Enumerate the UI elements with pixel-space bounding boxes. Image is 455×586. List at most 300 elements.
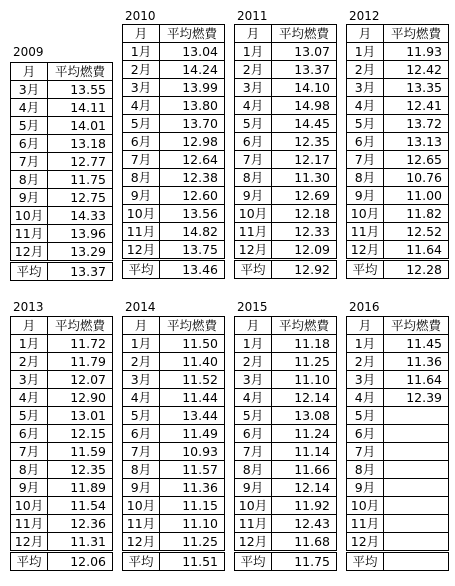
table-row — [347, 461, 449, 479]
table-row — [235, 169, 337, 187]
month-cell: 6月 — [123, 133, 160, 151]
month-cell: 4月 — [11, 389, 48, 407]
average-label: 平均 — [235, 260, 272, 279]
value-cell: 11.18 — [272, 335, 337, 353]
table-row — [347, 335, 449, 353]
table-row — [11, 479, 113, 497]
table-row — [123, 497, 225, 515]
value-header: 平均燃費 — [384, 317, 449, 335]
month-cell: 7月 — [123, 443, 160, 461]
table-row — [347, 97, 449, 115]
table-row — [235, 205, 337, 223]
month-cell: 6月 — [347, 133, 384, 151]
value-cell: 11.92 — [272, 497, 337, 515]
table-row — [235, 371, 337, 389]
table-row — [11, 189, 113, 207]
month-cell: 4月 — [347, 389, 384, 407]
table-row — [11, 497, 113, 515]
table-row — [123, 169, 225, 187]
value-cell: 13.55 — [48, 81, 113, 99]
table-row — [347, 61, 449, 79]
table-row — [235, 353, 337, 371]
table-row — [123, 533, 225, 552]
month-header: 月 — [235, 317, 272, 335]
value-cell: 12.14 — [272, 479, 337, 497]
month-cell: 7月 — [11, 153, 48, 171]
table-row — [235, 43, 337, 61]
table-row — [11, 353, 113, 371]
average-value: 13.46 — [160, 260, 225, 279]
month-cell: 2月 — [347, 61, 384, 79]
table-row — [235, 497, 337, 515]
month-cell: 12月 — [123, 241, 160, 260]
value-cell: 11.66 — [272, 461, 337, 479]
average-row — [235, 260, 337, 279]
month-cell: 9月 — [123, 187, 160, 205]
value-cell: 11.54 — [48, 497, 113, 515]
value-cell: 12.35 — [272, 133, 337, 151]
value-cell: 11.52 — [160, 371, 225, 389]
value-cell: 11.40 — [160, 353, 225, 371]
value-cell: 12.65 — [384, 151, 449, 169]
value-cell: 10.93 — [160, 443, 225, 461]
month-cell: 5月 — [11, 407, 48, 425]
month-cell: 5月 — [347, 115, 384, 133]
value-cell: 13.13 — [384, 133, 449, 151]
value-cell: 12.07 — [48, 371, 113, 389]
month-cell: 8月 — [235, 169, 272, 187]
table-row — [123, 443, 225, 461]
value-header: 平均燃費 — [272, 317, 337, 335]
month-cell: 12月 — [235, 533, 272, 552]
value-cell: 11.68 — [272, 533, 337, 552]
table-row — [235, 461, 337, 479]
average-row — [123, 552, 225, 571]
month-cell: 7月 — [347, 151, 384, 169]
value-cell: 13.29 — [48, 243, 113, 262]
value-cell: 12.18 — [272, 205, 337, 223]
month-cell: 10月 — [11, 497, 48, 515]
average-row — [123, 260, 225, 279]
value-cell: 11.14 — [272, 443, 337, 461]
table-row — [123, 79, 225, 97]
value-cell: 11.72 — [48, 335, 113, 353]
fuel-table — [10, 62, 113, 281]
table-row — [123, 115, 225, 133]
month-cell: 2月 — [235, 353, 272, 371]
month-cell: 4月 — [347, 97, 384, 115]
month-cell: 8月 — [123, 461, 160, 479]
average-value — [384, 552, 449, 571]
month-cell: 2月 — [11, 353, 48, 371]
value-cell: 12.77 — [48, 153, 113, 171]
month-cell: 3月 — [235, 371, 272, 389]
fuel-table — [346, 316, 449, 571]
month-cell: 3月 — [347, 79, 384, 97]
table-row — [235, 187, 337, 205]
value-cell: 12.60 — [160, 187, 225, 205]
table-row — [123, 461, 225, 479]
fuel-table — [122, 24, 225, 279]
month-cell: 1月 — [123, 43, 160, 61]
month-cell: 6月 — [11, 135, 48, 153]
year-label: 2010 — [125, 9, 156, 23]
month-cell: 11月 — [11, 225, 48, 243]
table-row — [123, 61, 225, 79]
average-value: 12.92 — [272, 260, 337, 279]
value-cell — [384, 461, 449, 479]
table-row — [347, 443, 449, 461]
month-cell: 7月 — [347, 443, 384, 461]
average-label: 平均 — [347, 260, 384, 279]
value-cell: 12.41 — [384, 97, 449, 115]
value-cell: 12.14 — [272, 389, 337, 407]
month-cell: 10月 — [347, 497, 384, 515]
average-value: 12.28 — [384, 260, 449, 279]
value-cell: 13.44 — [160, 407, 225, 425]
month-cell: 12月 — [11, 533, 48, 552]
month-cell: 3月 — [11, 81, 48, 99]
month-cell: 10月 — [123, 497, 160, 515]
table-header-row — [11, 63, 113, 81]
month-header: 月 — [347, 25, 384, 43]
value-cell: 11.36 — [384, 353, 449, 371]
value-cell: 11.44 — [160, 389, 225, 407]
table-row — [347, 497, 449, 515]
value-cell: 11.10 — [160, 515, 225, 533]
average-row — [11, 552, 113, 571]
value-header: 平均燃費 — [384, 25, 449, 43]
table-row — [11, 171, 113, 189]
table-row — [347, 389, 449, 407]
value-cell — [384, 425, 449, 443]
average-value: 11.51 — [160, 552, 225, 571]
table-row — [235, 115, 337, 133]
month-cell: 6月 — [235, 425, 272, 443]
value-cell: 12.98 — [160, 133, 225, 151]
average-row — [235, 552, 337, 571]
month-cell: 4月 — [123, 97, 160, 115]
table-row — [347, 371, 449, 389]
table-row — [347, 241, 449, 260]
value-cell: 11.59 — [48, 443, 113, 461]
value-cell: 13.18 — [48, 135, 113, 153]
month-header: 月 — [347, 317, 384, 335]
month-cell: 3月 — [123, 371, 160, 389]
table-row — [123, 205, 225, 223]
table-row — [347, 169, 449, 187]
year-label: 2009 — [13, 45, 44, 59]
month-cell: 4月 — [123, 389, 160, 407]
value-cell: 13.75 — [160, 241, 225, 260]
month-cell: 3月 — [123, 79, 160, 97]
value-cell: 14.01 — [48, 117, 113, 135]
table-row — [123, 187, 225, 205]
month-cell: 11月 — [11, 515, 48, 533]
table-row — [11, 407, 113, 425]
month-cell: 9月 — [347, 479, 384, 497]
month-cell: 12月 — [123, 533, 160, 552]
value-cell: 13.56 — [160, 205, 225, 223]
year-label: 2015 — [237, 300, 268, 314]
table-row — [347, 533, 449, 552]
table-row — [123, 389, 225, 407]
table-row — [123, 223, 225, 241]
table-row — [11, 335, 113, 353]
value-cell: 11.25 — [160, 533, 225, 552]
month-cell: 4月 — [235, 389, 272, 407]
value-header: 平均燃費 — [48, 317, 113, 335]
month-cell: 10月 — [123, 205, 160, 223]
table-row — [347, 515, 449, 533]
value-header: 平均燃費 — [48, 63, 113, 81]
month-cell: 4月 — [235, 97, 272, 115]
month-cell: 5月 — [235, 115, 272, 133]
value-header: 平均燃費 — [160, 25, 225, 43]
table-row — [11, 135, 113, 153]
table-row — [235, 133, 337, 151]
average-label: 平均 — [347, 552, 384, 571]
value-cell: 13.37 — [272, 61, 337, 79]
value-cell: 13.08 — [272, 407, 337, 425]
month-cell: 1月 — [235, 335, 272, 353]
month-cell: 9月 — [123, 479, 160, 497]
month-cell: 2月 — [347, 353, 384, 371]
value-cell: 14.98 — [272, 97, 337, 115]
value-cell: 12.69 — [272, 187, 337, 205]
value-cell: 12.36 — [48, 515, 113, 533]
value-cell: 11.49 — [160, 425, 225, 443]
month-cell: 8月 — [347, 461, 384, 479]
table-row — [235, 389, 337, 407]
value-cell — [384, 407, 449, 425]
table-row — [347, 151, 449, 169]
month-cell: 12月 — [347, 533, 384, 552]
month-cell: 9月 — [235, 187, 272, 205]
month-cell: 11月 — [235, 515, 272, 533]
value-cell: 11.24 — [272, 425, 337, 443]
value-cell: 12.39 — [384, 389, 449, 407]
value-cell: 13.07 — [272, 43, 337, 61]
value-cell: 11.75 — [48, 171, 113, 189]
average-label: 平均 — [123, 552, 160, 571]
average-label: 平均 — [235, 552, 272, 571]
table-header-row — [347, 317, 449, 335]
value-cell: 12.35 — [48, 461, 113, 479]
value-cell: 14.24 — [160, 61, 225, 79]
table-row — [123, 241, 225, 260]
table-row — [235, 97, 337, 115]
table-row — [235, 443, 337, 461]
table-row — [235, 151, 337, 169]
month-cell: 6月 — [11, 425, 48, 443]
value-cell: 10.76 — [384, 169, 449, 187]
month-cell: 8月 — [347, 169, 384, 187]
month-cell: 5月 — [235, 407, 272, 425]
month-cell: 3月 — [347, 371, 384, 389]
table-row — [123, 43, 225, 61]
value-cell: 13.99 — [160, 79, 225, 97]
year-label: 2012 — [349, 9, 380, 23]
table-header-row — [123, 317, 225, 335]
month-cell: 1月 — [123, 335, 160, 353]
value-cell: 11.15 — [160, 497, 225, 515]
table-row — [123, 335, 225, 353]
table-row — [347, 79, 449, 97]
month-cell: 8月 — [235, 461, 272, 479]
table-row — [235, 79, 337, 97]
table-row — [347, 115, 449, 133]
month-cell: 7月 — [11, 443, 48, 461]
month-cell: 8月 — [123, 169, 160, 187]
month-cell: 7月 — [235, 443, 272, 461]
table-row — [11, 117, 113, 135]
year-label: 2014 — [125, 300, 156, 314]
fuel-table — [122, 316, 225, 571]
value-cell: 12.75 — [48, 189, 113, 207]
table-row — [11, 443, 113, 461]
month-cell: 7月 — [235, 151, 272, 169]
value-cell: 13.04 — [160, 43, 225, 61]
table-row — [235, 425, 337, 443]
table-row — [11, 99, 113, 117]
value-cell: 11.10 — [272, 371, 337, 389]
value-cell: 14.82 — [160, 223, 225, 241]
value-cell: 12.17 — [272, 151, 337, 169]
average-label: 平均 — [11, 552, 48, 571]
month-header: 月 — [123, 317, 160, 335]
value-cell: 11.89 — [48, 479, 113, 497]
month-cell: 12月 — [11, 243, 48, 262]
value-cell: 11.36 — [160, 479, 225, 497]
table-header-row — [11, 317, 113, 335]
table-row — [347, 187, 449, 205]
table-row — [235, 407, 337, 425]
month-cell: 11月 — [123, 515, 160, 533]
month-cell: 11月 — [123, 223, 160, 241]
average-value: 12.06 — [48, 552, 113, 571]
table-row — [347, 407, 449, 425]
value-cell — [384, 479, 449, 497]
year-label: 2013 — [13, 300, 44, 314]
average-value: 11.75 — [272, 552, 337, 571]
value-cell: 12.09 — [272, 241, 337, 260]
fuel-table — [234, 24, 337, 279]
month-cell: 6月 — [347, 425, 384, 443]
month-cell: 5月 — [11, 117, 48, 135]
average-row — [347, 260, 449, 279]
value-cell: 14.11 — [48, 99, 113, 117]
value-cell: 11.79 — [48, 353, 113, 371]
value-cell: 12.90 — [48, 389, 113, 407]
value-cell: 11.00 — [384, 187, 449, 205]
table-row — [11, 243, 113, 262]
table-row — [11, 207, 113, 225]
value-cell: 11.25 — [272, 353, 337, 371]
value-cell: 12.42 — [384, 61, 449, 79]
table-row — [347, 425, 449, 443]
table-row — [123, 133, 225, 151]
value-cell: 11.30 — [272, 169, 337, 187]
value-cell: 12.38 — [160, 169, 225, 187]
table-row — [235, 479, 337, 497]
month-cell: 11月 — [235, 223, 272, 241]
table-row — [11, 389, 113, 407]
table-row — [123, 151, 225, 169]
table-row — [235, 223, 337, 241]
month-header: 月 — [11, 63, 48, 81]
month-cell: 1月 — [11, 335, 48, 353]
table-row — [11, 371, 113, 389]
value-cell — [384, 533, 449, 552]
value-cell: 11.31 — [48, 533, 113, 552]
month-cell: 3月 — [11, 371, 48, 389]
value-cell: 12.43 — [272, 515, 337, 533]
month-cell: 11月 — [347, 515, 384, 533]
month-cell: 3月 — [235, 79, 272, 97]
table-row — [235, 61, 337, 79]
month-cell: 2月 — [123, 353, 160, 371]
month-cell: 6月 — [235, 133, 272, 151]
table-row — [11, 515, 113, 533]
month-cell: 10月 — [11, 207, 48, 225]
month-cell: 4月 — [11, 99, 48, 117]
table-header-row — [123, 25, 225, 43]
table-row — [11, 425, 113, 443]
value-cell: 11.82 — [384, 205, 449, 223]
value-cell: 14.45 — [272, 115, 337, 133]
month-cell: 8月 — [11, 171, 48, 189]
table-header-row — [235, 317, 337, 335]
month-cell: 1月 — [347, 335, 384, 353]
month-cell: 9月 — [11, 479, 48, 497]
value-cell: 11.64 — [384, 371, 449, 389]
table-row — [347, 205, 449, 223]
table-row — [123, 479, 225, 497]
month-header: 月 — [11, 317, 48, 335]
table-row — [11, 225, 113, 243]
year-label: 2016 — [349, 300, 380, 314]
table-row — [123, 425, 225, 443]
month-header: 月 — [235, 25, 272, 43]
table-row — [123, 515, 225, 533]
month-cell: 7月 — [123, 151, 160, 169]
average-label: 平均 — [123, 260, 160, 279]
month-cell: 2月 — [235, 61, 272, 79]
table-row — [123, 371, 225, 389]
value-cell: 11.93 — [384, 43, 449, 61]
value-header: 平均燃費 — [272, 25, 337, 43]
table-row — [11, 461, 113, 479]
value-cell: 11.64 — [384, 241, 449, 260]
month-cell: 5月 — [123, 115, 160, 133]
month-cell: 9月 — [11, 189, 48, 207]
month-cell: 12月 — [347, 241, 384, 260]
month-cell: 5月 — [347, 407, 384, 425]
table-row — [11, 533, 113, 552]
value-cell: 13.80 — [160, 97, 225, 115]
table-row — [11, 153, 113, 171]
month-cell: 10月 — [235, 205, 272, 223]
fuel-table — [234, 316, 337, 571]
value-cell — [384, 497, 449, 515]
value-cell: 11.50 — [160, 335, 225, 353]
fuel-table — [10, 316, 113, 571]
month-cell: 10月 — [347, 205, 384, 223]
table-row — [123, 97, 225, 115]
table-row — [123, 353, 225, 371]
table-header-row — [235, 25, 337, 43]
